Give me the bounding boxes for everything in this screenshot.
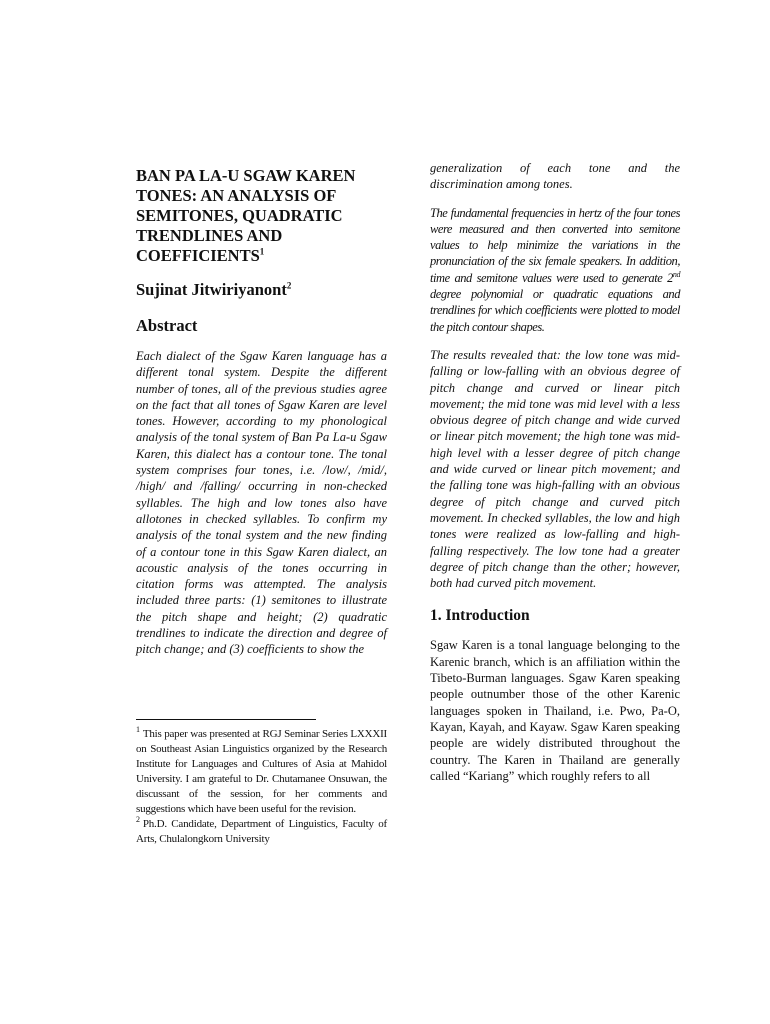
author-footnote-mark: 2 (286, 280, 292, 291)
title-line-1: BAN PA LA-U SGAW KAREN (136, 166, 356, 185)
right-column (430, 160, 680, 784)
title-line-5: COEFFICIENTS (136, 246, 260, 265)
footnote-2-mark: 2 (136, 815, 140, 825)
footnote-2-text: Ph.D. Candidate, Department of Linguistics, Faculty of Arts, Chulalongkorn University (136, 818, 387, 845)
title-footnote-mark: 1 (259, 246, 265, 257)
paper-title (136, 166, 387, 266)
abstract-paragraph-2 (430, 205, 680, 335)
abstract-p2-part-a: The fundamental frequencies in hertz of the four tones were measured and then converted into semitone values to help minimize the variations in the pronunciation of the six female speakers. In addition, time and semitone values were used to generate 2 (430, 205, 680, 285)
footnote-rule (136, 719, 316, 720)
introduction-paragraph-1: Sgaw Karen is a tonal language belonging to the Karenic branch, which is an affiliation within the Tibeto-Burman languages. Sgaw Karen speaking people outnumber those of the other Karenic languages spoken in Thailand, i.e. Pwo, Pa-O, Kayan, Kayah, and Kayaw. Sgaw Karen speaking people are widely distributed throughout the country. The Karen in Thailand are generally called “Kariang” which roughly refers to all (430, 638, 680, 783)
abstract-p2-part-b: degree polynomial or quadratic equations and trendlines for which coefficients were plotted to model the pitch contour shapes. (430, 287, 680, 334)
footnote-1-text: This paper was presented at RGJ Seminar Series LXXXII on Southeast Asian Linguistics organized by the Research Institute for Languages and Cultures of Asia at Mahidol University. I am grateful to Dr. Chutamanee Onsuwan, the discussant of the session, for her comments and suggestions which have been useful for the revision. (136, 728, 387, 815)
title-line-2: TONES: AN ANALYSIS OF (136, 186, 337, 205)
left-column (136, 160, 387, 658)
abstract-paragraph-1: Each dialect of the Sgaw Karen language has a different tonal system. Despite the different number of tones, all of the previous studies agree on the fact that all tones of Sgaw Karen are level tones. However, according to my phonological analysis of the tonal system of Ban Pa La-u Sgaw Karen, this dialect has a contour tone. The tonal system comprises four tones, i.e. /low/, /mid/, /high/ and /falling/ occurring in non-checked syllables. The high and low tones also have allotones in checked syllables. To confirm my analysis of the tonal system and the new finding of a contour tone in this Sgaw Karen dialect, an acoustic analysis of the tones occurring in citation forms was attempted. The analysis included three parts: (1) semitones to illustrate the pitch shape and height; (2) quadratic trendlines to indicate the direction and degree of pitch change; and (3) coefficients to show the (136, 349, 387, 657)
title-line-3: SEMITONES, QUADRATIC (136, 206, 343, 225)
author-name (136, 280, 387, 300)
abstract-paragraph-3: The results revealed that: the low tone was mid-falling or low-falling with an obvious degree of pitch change and curved or linear pitch movement; the mid tone was mid level with a less obvious degree of pitch change and wide curved or linear pitch movement; the high tone was mid-high level with a lesser degree of pitch change and wide curved or linear pitch movement; and the falling tone was high-falling with an obvious degree of pitch change and curved pitch movement. In checked syllables, the low and high tones were realized as low-falling and high-falling respectively. The low tone had a greater degree of pitch change than the other; however, both had curved pitch movement. (430, 347, 680, 591)
abstract-heading: Abstract (136, 316, 198, 335)
title-line-4: TRENDLINES AND (136, 226, 283, 245)
author-text: Sujinat Jitwiriyanont (136, 280, 287, 299)
introduction-heading: 1. Introduction (430, 607, 530, 625)
footnote-2 (136, 817, 387, 847)
footnote-1 (136, 727, 387, 817)
footnotes (136, 727, 387, 847)
footnote-1-mark: 1 (136, 725, 140, 735)
abstract-paragraph-1-continued: generalization of each tone and the discrimination among tones. (430, 161, 680, 192)
abstract-p2-superscript: nd (672, 269, 680, 279)
